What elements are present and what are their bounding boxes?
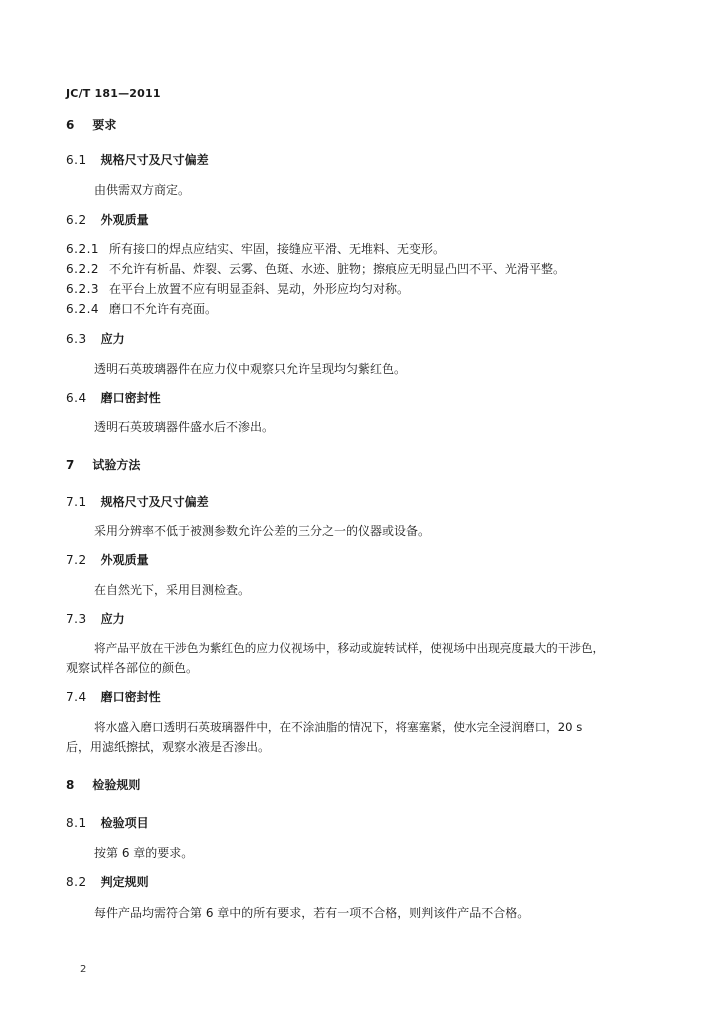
section-number: 6 bbox=[66, 118, 75, 132]
section-title: 磨口密封性 bbox=[100, 391, 161, 405]
standard-code-header: JC/T 181—2011 bbox=[66, 87, 161, 100]
section-6-1-heading bbox=[66, 152, 209, 168]
section-title: 应力 bbox=[100, 612, 125, 626]
section-number: 8.1 bbox=[66, 816, 87, 830]
item-text: 所有接口的焊点应结实、牢固，接缝应平滑、无堆料、无变形。 bbox=[109, 242, 446, 256]
section-6-3-heading bbox=[66, 331, 125, 347]
section-6-3-body: 透明石英玻璃器件在应力仪中观察只允许呈现均匀紫红色。 bbox=[94, 362, 407, 376]
section-number: 7 bbox=[66, 458, 75, 472]
list-item-6-2-2 bbox=[66, 261, 565, 277]
section-7-1-heading bbox=[66, 494, 209, 510]
section-number: 6.1 bbox=[66, 153, 87, 167]
item-number: 6.2.4 bbox=[66, 302, 100, 316]
section-6-1-body: 由供需双方商定。 bbox=[94, 183, 191, 197]
item-number: 6.2.3 bbox=[66, 282, 100, 296]
section-8-2-heading bbox=[66, 874, 149, 890]
section-8-1-body: 按第 6 章的要求。 bbox=[94, 846, 194, 860]
list-item-6-2-3 bbox=[66, 281, 409, 297]
item-text: 不允许有析晶、炸裂、云雾、色斑、水迹、脏物；擦痕应无明显凸凹不平、光滑平整。 bbox=[109, 262, 566, 276]
section-7-3-heading bbox=[66, 611, 125, 627]
section-7-1-body: 采用分辨率不低于被测参数允许公差的三分之一的仪器或设备。 bbox=[94, 524, 431, 538]
item-number: 6.2.1 bbox=[66, 242, 100, 256]
section-7-3-body-line-2: 观察试样各部位的颜色。 bbox=[66, 661, 199, 675]
section-6-heading bbox=[66, 117, 116, 133]
section-number: 6.2 bbox=[66, 213, 87, 227]
section-8-1-heading bbox=[66, 815, 149, 831]
list-item-6-2-4 bbox=[66, 301, 217, 317]
section-number: 7.2 bbox=[66, 553, 87, 567]
section-title: 规格尺寸及尺寸偏差 bbox=[100, 153, 209, 167]
section-number: 6.3 bbox=[66, 332, 87, 346]
section-title: 判定规则 bbox=[100, 875, 149, 889]
section-title: 检验项目 bbox=[100, 816, 149, 830]
section-8-heading bbox=[66, 777, 140, 793]
section-number: 7.1 bbox=[66, 495, 87, 509]
section-7-4-body-line-2: 后，用滤纸擦拭，观察水液是否渗出。 bbox=[66, 740, 271, 754]
item-text: 磨口不允许有亮面。 bbox=[109, 302, 218, 316]
section-title: 要求 bbox=[92, 118, 117, 132]
page-number: 2 bbox=[80, 964, 87, 975]
section-6-2-heading bbox=[66, 212, 149, 228]
section-number: 8.2 bbox=[66, 875, 87, 889]
list-item-6-2-1 bbox=[66, 241, 445, 257]
section-7-4-heading bbox=[66, 689, 161, 705]
item-text: 在平台上放置不应有明显歪斜、晃动，外形应均匀对称。 bbox=[109, 282, 410, 296]
section-title: 磨口密封性 bbox=[100, 690, 161, 704]
section-title: 应力 bbox=[100, 332, 125, 346]
section-number: 6.4 bbox=[66, 391, 87, 405]
section-7-2-body: 在自然光下，采用目测检查。 bbox=[94, 583, 251, 597]
section-8-2-body: 每件产品均需符合第 6 章中的所有要求，若有一项不合格，则判该件产品不合格。 bbox=[94, 906, 530, 920]
section-6-4-heading bbox=[66, 390, 161, 406]
section-number: 7.3 bbox=[66, 612, 87, 626]
section-number: 8 bbox=[66, 778, 75, 792]
section-7-heading bbox=[66, 457, 140, 473]
section-7-2-heading bbox=[66, 552, 149, 568]
section-title: 规格尺寸及尺寸偏差 bbox=[100, 495, 209, 509]
section-title: 检验规则 bbox=[92, 778, 141, 792]
section-number: 7.4 bbox=[66, 690, 87, 704]
section-6-4-body: 透明石英玻璃器件盛水后不渗出。 bbox=[94, 420, 275, 434]
section-7-4-body-line-1: 将水盛入磨口透明石英玻璃器件中，在不涂油脂的情况下，将塞塞紧，使水完全浸润磨口，20 s bbox=[94, 720, 583, 734]
item-number: 6.2.2 bbox=[66, 262, 100, 276]
section-title: 外观质量 bbox=[100, 213, 149, 227]
section-7-3-body-line-1: 将产品平放在干涉色为紫红色的应力仪视场中，移动或旋转试样，使视场中出现亮度最大的干涉色， bbox=[94, 641, 605, 655]
section-title: 试验方法 bbox=[92, 458, 141, 472]
section-title: 外观质量 bbox=[100, 553, 149, 567]
